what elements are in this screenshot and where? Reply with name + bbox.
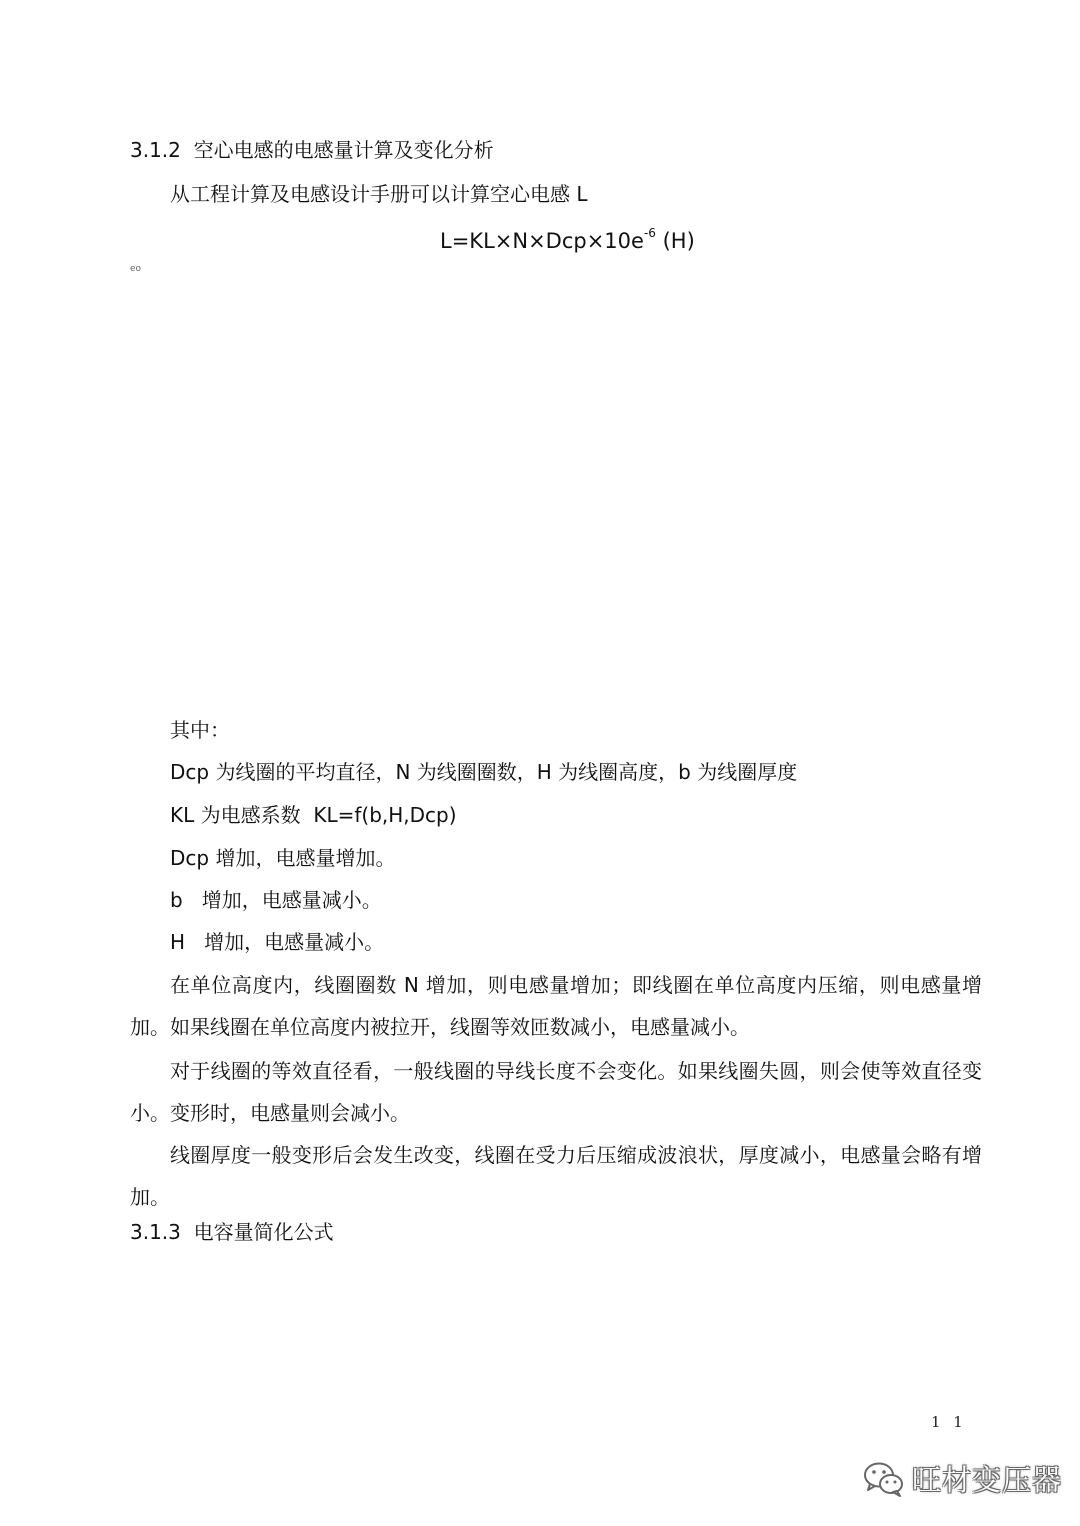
- formula-main: L=KL×N×Dcp×10e: [440, 229, 644, 253]
- definition-line: H 增加，电感量减小。: [170, 930, 385, 954]
- section-title: 空心电感的电感量计算及变化分析: [193, 138, 494, 162]
- section-title: 电容量简化公式: [193, 1220, 334, 1244]
- watermark: [862, 1458, 1062, 1499]
- paragraph: 对于线圈的等效直径看，一般线圈的导线长度不会变化。如果线圈失圆，则会使等效直径变小。变形时，电感量则会减小。: [130, 1059, 982, 1125]
- inductance-formula: [440, 222, 695, 255]
- paragraph: 线圈厚度一般变形后会发生改变，线圈在受力后压缩成波浪状，厚度减小，电感量会略有增加。: [130, 1143, 982, 1209]
- definition-line: Dcp 增加，电感量增加。: [170, 846, 396, 870]
- wechat-icon: [862, 1459, 906, 1499]
- section-heading-3-1-2: [130, 136, 494, 164]
- section-number: 3.1.2: [130, 138, 181, 162]
- section-heading-3-1-3: [130, 1218, 334, 1246]
- watermark-text: 旺材变压器: [912, 1463, 1063, 1497]
- definition-line: KL 为电感系数 KL=f(b,H,Dcp): [170, 803, 457, 827]
- definition-line: b 增加，电感量减小。: [170, 888, 382, 912]
- section-number: 3.1.3: [130, 1220, 181, 1244]
- stray-mark: eo: [130, 264, 142, 274]
- definition-line: Dcp 为线圈的平均直径，N 为线圈圈数，H 为线圈高度，b 为线圈厚度: [170, 760, 798, 784]
- where-label: 其中：: [170, 718, 230, 742]
- intro-line: 从工程计算及电感设计手册可以计算空心电感 L: [170, 182, 588, 206]
- formula-unit: (H): [655, 229, 695, 253]
- paragraph: 在单位高度内，线圈圈数 N 增加，则电感量增加；即线圈在单位高度内压缩，则电感量增加。如果线圈在单位高度内被拉开，线圈等效匝数减小，电感量减小。: [130, 973, 982, 1039]
- page-number: 1 1: [931, 1413, 967, 1431]
- formula-exponent: -6: [643, 226, 656, 240]
